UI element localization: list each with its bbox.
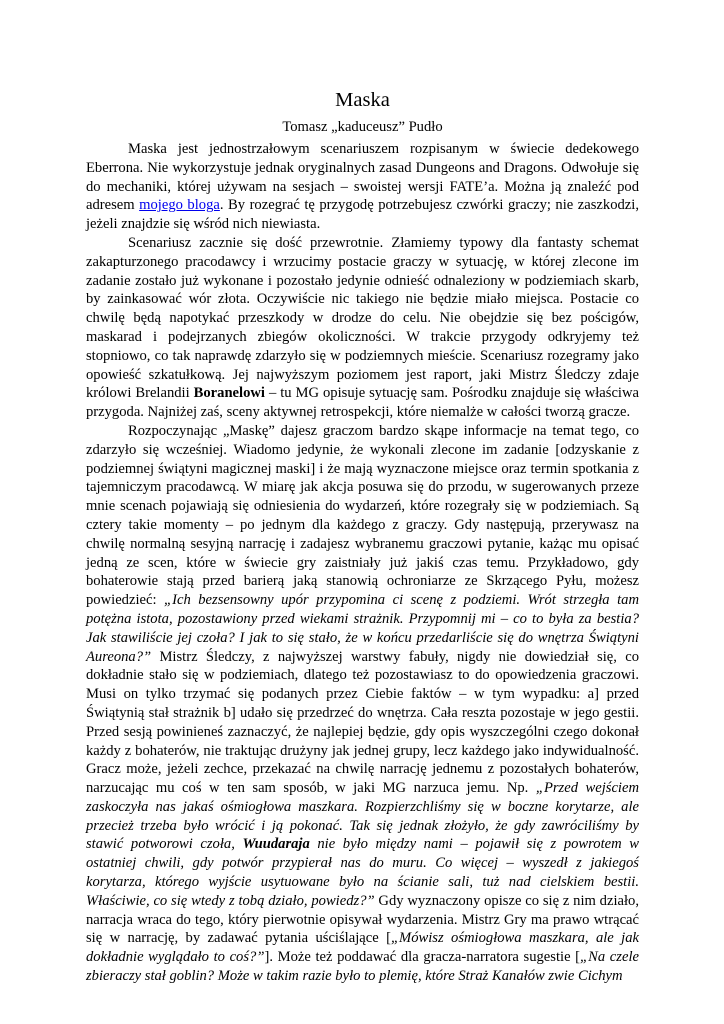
paragraph-start (86, 422, 639, 986)
quote-monster-b: nie było między nami – pojawił się z powrotem w ostatniej chwili, gdy potwór przypierał nas do muru. Co więcej – wyszedł z jakiegoś korytarza, którego wyjście usytuowane było na ścianie sali, tuż nad cielskiem bestii. Właściwie, co się wtedy z tobą działo, powiedz?” (86, 836, 639, 909)
document-page (86, 88, 639, 986)
quote-guardian: „Ich bezsensowny upór przypomina ci scenę z podziemi. Wrót strzegła tam potężna istota, pozostawiony przed wiekami strażnik. Przypomnij mi – co to była za bestia? Jak stawiliście jej czoła? I jak to się stało, że w końcu przedarliście się do wnętrza Świątyni Aureona?” (86, 592, 639, 665)
paragraph-scenario-text-a: Scenariusz zacznie się dość przewrotnie. Złamiemy typowy dla fantasty schemat zakapturzonego pracodawcy i wrzucimy postacie graczy w sytuację, w której zlecone im zadanie zostało już wykonane i pozostało jedynie odnieść odnaleziony w podziemiach skarb, by zainkasować wór złota. Oczywiście nic takiego nie będzie miało miejsca. Postacie co chwilę będą napotykać przeszkody w drodze do celu. Nie obejdzie się bez pościgów, maskarad i podejrzanych zbiegów okoliczności. W trakcie przygody odkryjemy też stopniowo, co tak naprawdę zdarzyło się w podziemnych mieście. Scenariusz rozegramy jako opowieść szkatułkową. Jej najwyższym poziomem jest raport, jaki Mistrz Śledczy zdaje królowi Brelandii (86, 234, 639, 402)
paragraph-start-text-b: Mistrz Śledczy, z najwyższej warstwy fabuły, nigdy nie dowiedział się, co dokładnie stało się w podziemiach, dlatego też pozostawiasz to do opowiedzenia graczowi. Musi on tylko trzymać się podanych przez Ciebie faktów – w tym wypadku: a] przed Świątynią stał strażnik b] udało się przedrzeć do wnętrza. Cała reszta pozostaje w jego gestii. Przed sesją powinieneś zaznaczyć, że najlepiej będzie, gdy opis wyszczególni czego dokonał każdy z bohaterów, nie traktując drużyny jak jednej grupy, lecz każdego jako indywidualność. Gracz może, jeżeli zechce, przekazać na chwilę narrację jednemu z pozostałych bohaterów, narzucając mu coś w ten sam sposób, w jaki MG narzuca jemu. Np. (86, 648, 639, 797)
quote-question: „Mówisz ośmiogłowa maszkara, ale jak dokładnie wyglądało to coś?” (86, 930, 640, 966)
paragraph-start-text-a: Rozpoczynając „Maskę” dajesz graczom bardzo skąpe informacje na temat tego, co zdarzyło się wcześniej. Wiadomo jedynie, że wykonali zlecone im zadanie [odzyskanie z podziemnej świątyni magicznej maski] i że mają wyznaczone miejsce oraz termin spotkania z tajemniczym pracodawcą. W miarę jak akcja posuwa się do przodu, w sugerowanych przeze mnie scenach pojawiają się odniesienia do wydarzeń, które rozegrały się w podziemiach. Są cztery takie momenty – po jednym dla każdego z graczy. Gdy następują, przerywasz na chwilę normalną sesyjną narrację i zadajesz wybranemu graczowi pytanie, każąc mu opisać jedną ze scen, które w świecie gry zaistniały już jakiś czas temu. Przykładowo, gdy bohaterowie stają przed barierą jaką stanowią ochroniarze ze Skrzącego Pyłu, możesz powiedzieć: (86, 422, 639, 609)
paragraph-intro (86, 140, 639, 234)
wuudaraj-name: Wuudaraja (242, 836, 310, 853)
document-author: Tomasz „kaduceusz” Pudło (282, 119, 443, 135)
paragraph-intro-text-a: Maska jest jednostrzałowym scenariuszem rozpisanym w świecie dedekowego Eberrona. Nie wykorzystuje jednak oryginalnych zasad Dungeons and Dragons. Odwołuje się do mechaniki, której używam na sesjach – swoistej wersji FATE’a. Można ją znaleźć pod adresem (86, 141, 639, 214)
paragraph-scenario (86, 234, 639, 422)
blog-link[interactable]: mojego bloga (139, 197, 220, 214)
document-title: Maska (335, 89, 390, 111)
quote-monster-a: „Przed wejściem zaskoczyła nas jakaś ośmiogłowa maszkara. Rozpierzchliśmy się w boczne korytarze, ale przecież trzeba było wrócić i ją pokonać. Tak się jednak złożyło, że gdy zawróciliśmy by stawić potworowi czoła, (86, 780, 639, 853)
paragraph-start-text-d: ]. Może też poddawać dla gracza-narratora sugestie [ (264, 949, 581, 966)
quote-suggestion: „Na czele zbieraczy stał goblin? Może w takim razie było to plemię, które Straż Kanałów zwie Cichym (86, 949, 639, 985)
boranel-name: Boranelowi (193, 385, 265, 402)
paragraph-intro-text-b: . By rozegrać tę przygodę potrzebujesz czwórki graczy; nie zaszkodzi, jeżeli znajdzie się wśród nich niewiasta. (86, 197, 639, 233)
paragraph-scenario-text-b: – tu MG opisuje sytuację sam. Pośrodku znajduje się właściwa przygoda. Najniżej zaś, sceny aktywnej retrospekcji, które niemalże w całości tworzą gracze. (86, 385, 639, 421)
paragraph-start-text-c: Gdy wyznaczony opisze co się z nim działo, narracja wraca do tego, który pierwotnie opisywał wydarzenia. Mistrz Gry ma prawo wtrącać się w narrację, by zadawać pytania uściślające [ (86, 892, 639, 947)
